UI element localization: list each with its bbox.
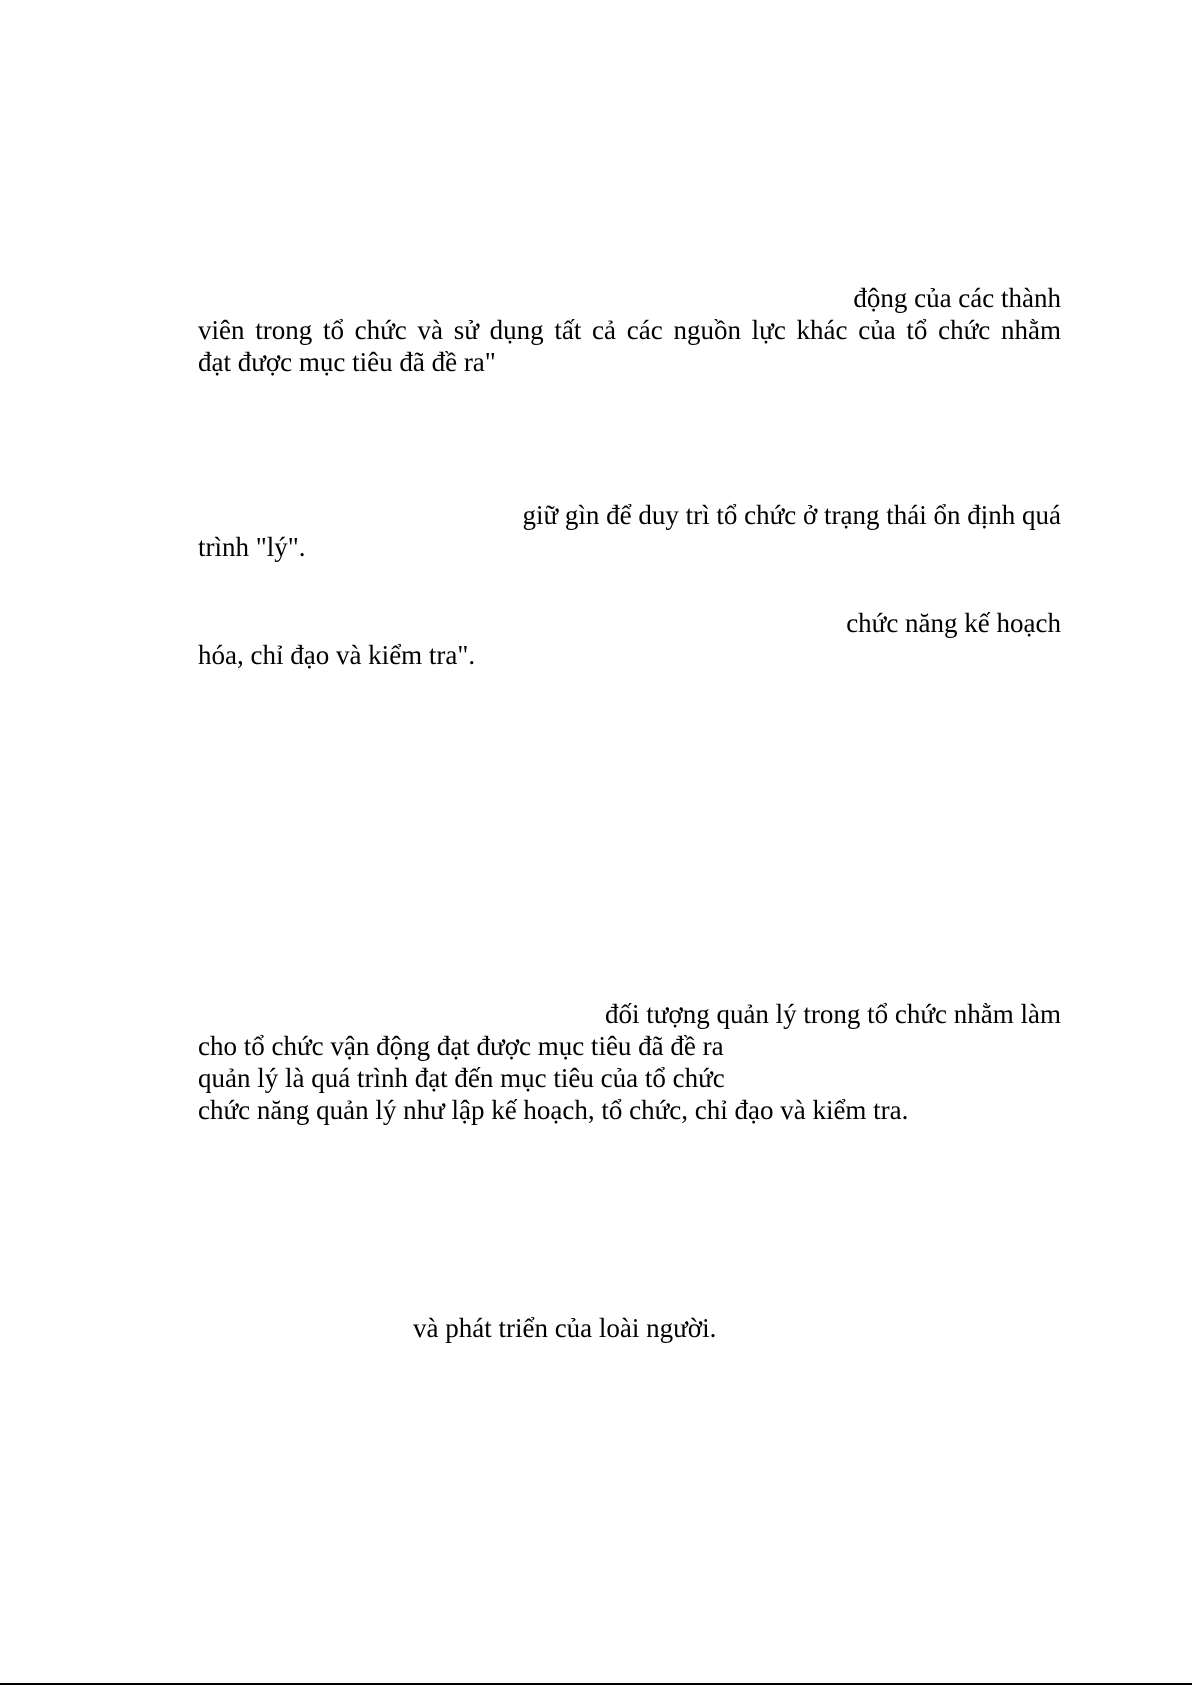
text-line: đạt được mục tiêu đã đề ra" bbox=[198, 347, 496, 377]
text-line: quản lý là quá trình đạt đến mục tiêu của tổ chức bbox=[198, 1063, 725, 1093]
text-line: đối tượng quản lý trong tổ chức nhằm làm bbox=[605, 999, 1061, 1029]
text-line: động của các thành bbox=[853, 283, 1061, 313]
text-line: cho tổ chức vận động đạt được mục tiêu đã đề ra bbox=[198, 1031, 724, 1061]
text-line: hóa, chỉ đạo và kiểm tra". bbox=[198, 640, 476, 670]
text-line: chức năng quản lý như lập kế hoạch, tổ chức, chỉ đạo và kiểm tra. bbox=[198, 1095, 909, 1125]
text-line: và phát triển của loài người. bbox=[413, 1313, 717, 1343]
text-line: viên trong tổ chức và sử dụng tất cả các nguồn lực khác của tổ chức nhằm bbox=[198, 315, 1061, 345]
text-line: trình "lý". bbox=[198, 532, 306, 562]
text-line: chức năng kế hoạch bbox=[846, 608, 1061, 638]
text-line: giữ gìn để duy trì tổ chức ở trạng thái ổn định quá bbox=[522, 500, 1061, 530]
